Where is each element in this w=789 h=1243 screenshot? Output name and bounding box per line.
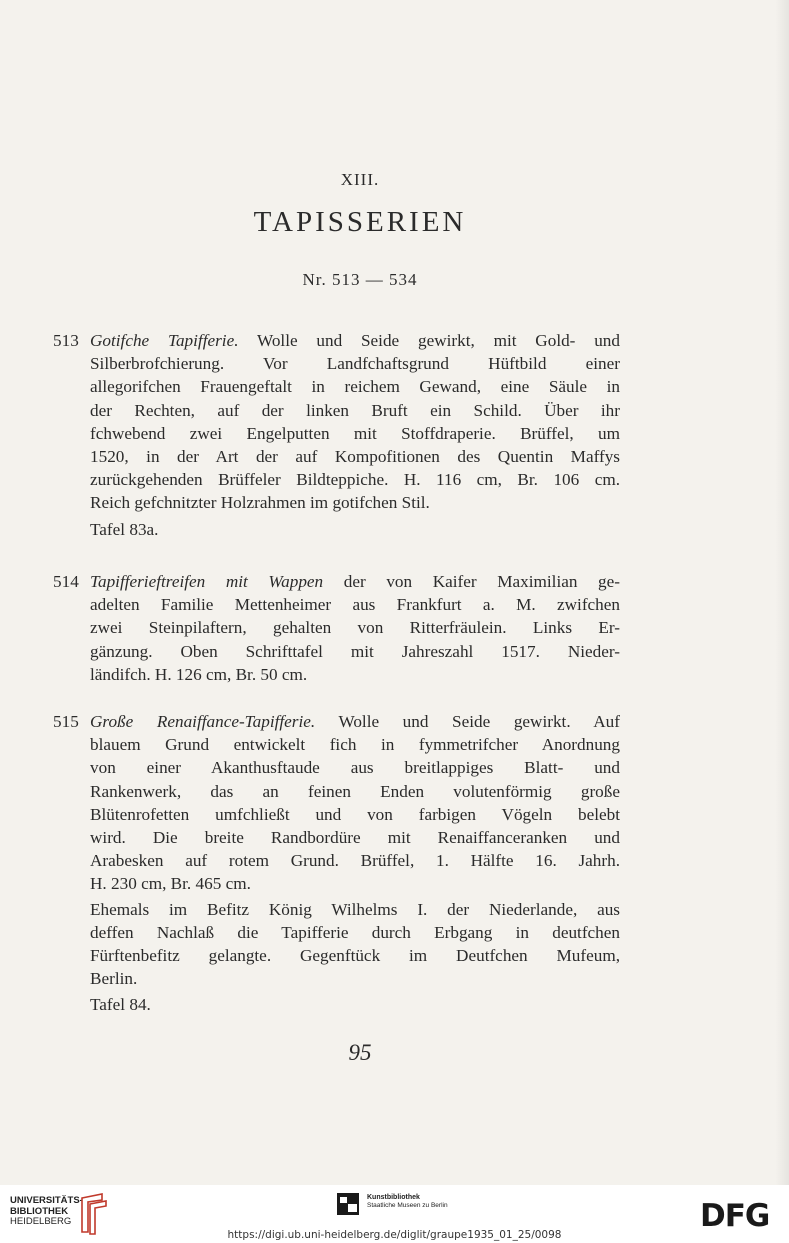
ub-heidelberg-wordmark[interactable] bbox=[10, 1196, 83, 1228]
entry-plate: Tafel 84. bbox=[90, 995, 151, 1015]
entry-line: der Rechten, auf der linken Bruft ein Schild. Über ihr bbox=[90, 400, 620, 420]
kunstbibliothek-logo-icon bbox=[337, 1193, 359, 1215]
entry-number: 513 bbox=[53, 331, 79, 350]
entry-text: der von Kaifer Maximilian ge- bbox=[323, 572, 620, 591]
entry-line: fchwebend zwei Engelputten mit Stoffdraperie. Brüffel, um bbox=[90, 423, 620, 443]
entry-line: 1520, in der Art der auf Kompofitionen des Quentin Maffys bbox=[90, 447, 620, 467]
kb-line: Staatliche Museen zu Berlin bbox=[367, 1202, 448, 1209]
catalog-entry-515 bbox=[53, 710, 620, 1017]
ub-line: BIBLIOTHEK bbox=[10, 1205, 69, 1217]
entry-line: Silberbrofchierung. Vor Landfchaftsgrund Hüftbild einer bbox=[90, 354, 620, 374]
entry-heading: Tapifferieftreifen mit Wappen bbox=[90, 572, 324, 591]
entry-heading: Gotifche Tapifferie. bbox=[90, 331, 239, 350]
entry-line: gänzung. Oben Schrifttafel mit Jahreszahl 1517. Nieder- bbox=[90, 641, 620, 661]
provenance-line: Fürftenbefitz gelangte. Gegenftück im Deutfchen Mufeum, bbox=[90, 946, 620, 966]
page-number: 95 bbox=[348, 1040, 372, 1065]
entry-line: adelten Familie Mettenheimer aus Frankfurt a. M. zwifchen bbox=[90, 595, 620, 615]
entry-line: Reich gefchnitzter Holzrahmen im gotifchen Stil. bbox=[90, 493, 430, 513]
entry-number: 515 bbox=[53, 712, 79, 731]
permalink-url[interactable]: https://digi.ub.uni-heidelberg.de/diglit/graupe1935_01_25/0098 bbox=[227, 1229, 562, 1241]
entry-line: wird. Die breite Randbordüre mit Renaiffanceranken und bbox=[90, 828, 620, 848]
entry-text: Wolle und Seide gewirkt, mit Gold- und bbox=[238, 331, 620, 350]
section-title: TAPISSERIEN bbox=[253, 206, 467, 238]
provenance-line: Berlin. bbox=[90, 969, 138, 989]
ub-line: UNIVERSITÄTS- bbox=[10, 1195, 83, 1206]
entry-first-line bbox=[90, 329, 620, 352]
entry-line: von einer Akanthusftaude aus breitlappiges Blatt- und bbox=[90, 758, 620, 778]
entry-plate: Tafel 83a. bbox=[90, 519, 159, 539]
entry-line: Blütenrofetten umfchließt und von farbigen Vögeln belebt bbox=[90, 804, 620, 824]
catalog-entry-514 bbox=[53, 570, 620, 686]
entry-first-line bbox=[90, 710, 620, 733]
ub-line: HEIDELBERG bbox=[10, 1216, 72, 1227]
entry-line: ländifch. H. 126 cm, Br. 50 cm. bbox=[90, 664, 308, 684]
entry-first-line bbox=[90, 570, 620, 593]
provenance-line: deffen Nachlaß die Tapifferie durch Erbgang in deutfchen bbox=[90, 922, 620, 942]
entry-line: zurückgehenden Brüffeler Bildteppiche. H. 116 cm, Br. 106 cm. bbox=[90, 470, 620, 490]
entry-line: zwei Steinpilaftern, gehalten von Ritterfräulein. Links Er- bbox=[90, 618, 620, 638]
entry-text: Wolle und Seide gewirkt. Auf bbox=[315, 712, 620, 731]
dfg-logo[interactable]: DFG bbox=[700, 1198, 770, 1234]
entry-line: blauem Grund entwickelt fich in fymmetrifcher Anordnung bbox=[90, 735, 620, 755]
provenance-line: Ehemals im Befitz König Wilhelms I. der Niederlande, aus bbox=[90, 899, 620, 919]
kb-line: Kunstbibliothek bbox=[367, 1194, 420, 1201]
catalog-entry-513 bbox=[53, 329, 620, 541]
chapter-number: XIII. bbox=[340, 170, 380, 189]
scan-edge bbox=[775, 0, 789, 1185]
entry-number: 514 bbox=[53, 572, 79, 591]
entry-line: allegorifchen Frauengeftalt in reichem Gewand, eine Säule in bbox=[90, 377, 620, 397]
entry-line: Arabesken auf rotem Grund. Brüffel, 1. Hälfte 16. Jahrh. bbox=[90, 851, 620, 871]
entry-heading: Große Renaiffance-Tapifferie. bbox=[90, 712, 316, 731]
kunstbibliothek-label[interactable] bbox=[367, 1194, 448, 1210]
catalog-range: Nr. 513 — 534 bbox=[302, 270, 418, 289]
entry-line: Rankenwerk, das an feinen Enden volutenförmig große bbox=[90, 781, 620, 801]
entry-line: H. 230 cm, Br. 465 cm. bbox=[90, 874, 251, 894]
